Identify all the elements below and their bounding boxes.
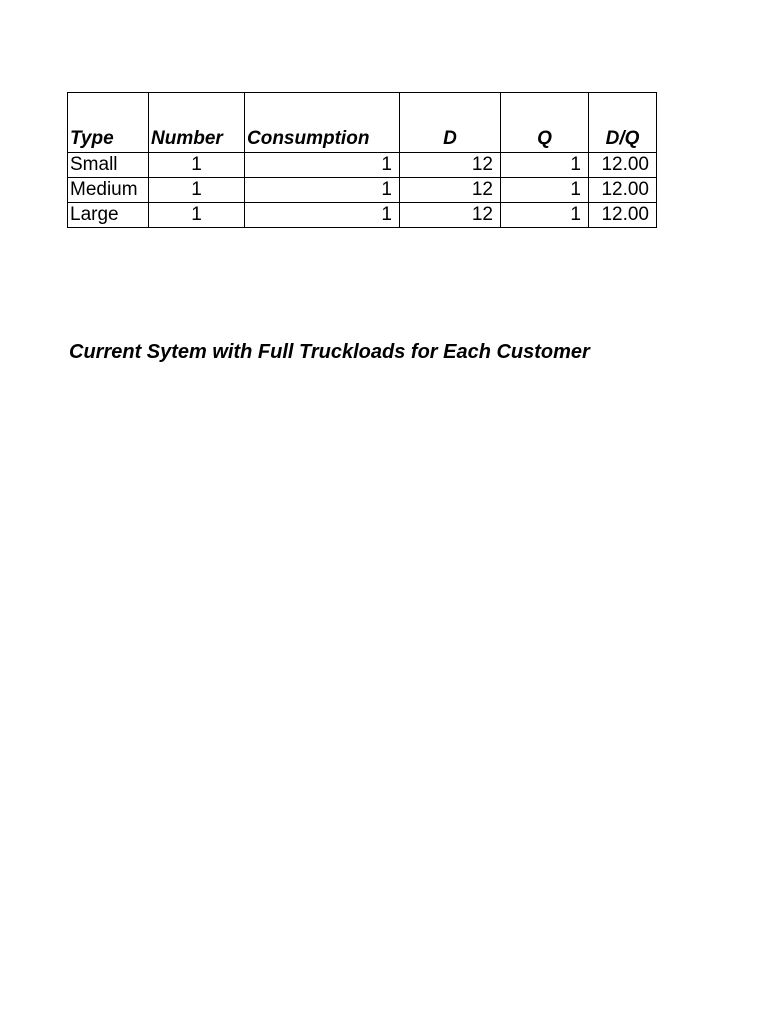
cell-d-over-q: 12.00 <box>589 203 657 228</box>
cell-d-over-q: 12.00 <box>589 178 657 203</box>
table-row-medium <box>68 178 657 203</box>
header-q: Q <box>501 93 589 153</box>
header-number: Number <box>149 93 245 153</box>
cell-consumption: 1 <box>245 153 400 178</box>
cell-type: Medium <box>68 178 149 203</box>
header-d-over-q: D/Q <box>589 93 657 153</box>
cell-d-over-q: 12.00 <box>589 153 657 178</box>
cell-d: 12 <box>400 153 501 178</box>
cell-d: 12 <box>400 178 501 203</box>
cell-q: 1 <box>501 203 589 228</box>
table-row-large <box>68 203 657 228</box>
cell-number: 1 <box>149 153 245 178</box>
cell-d: 12 <box>400 203 501 228</box>
customer-demand-table <box>67 92 657 228</box>
cell-type: Small <box>68 153 149 178</box>
section-title: Current Sytem with Full Truckloads for Each Customer <box>69 341 590 363</box>
cell-number: 1 <box>149 178 245 203</box>
cell-q: 1 <box>501 178 589 203</box>
cell-q: 1 <box>501 153 589 178</box>
table-row-small <box>68 153 657 178</box>
cell-type: Large <box>68 203 149 228</box>
cell-number: 1 <box>149 203 245 228</box>
table-header-row <box>68 93 657 153</box>
header-consumption: Consumption <box>245 93 400 153</box>
cell-consumption: 1 <box>245 203 400 228</box>
header-d: D <box>400 93 501 153</box>
header-type: Type <box>68 93 149 153</box>
cell-consumption: 1 <box>245 178 400 203</box>
